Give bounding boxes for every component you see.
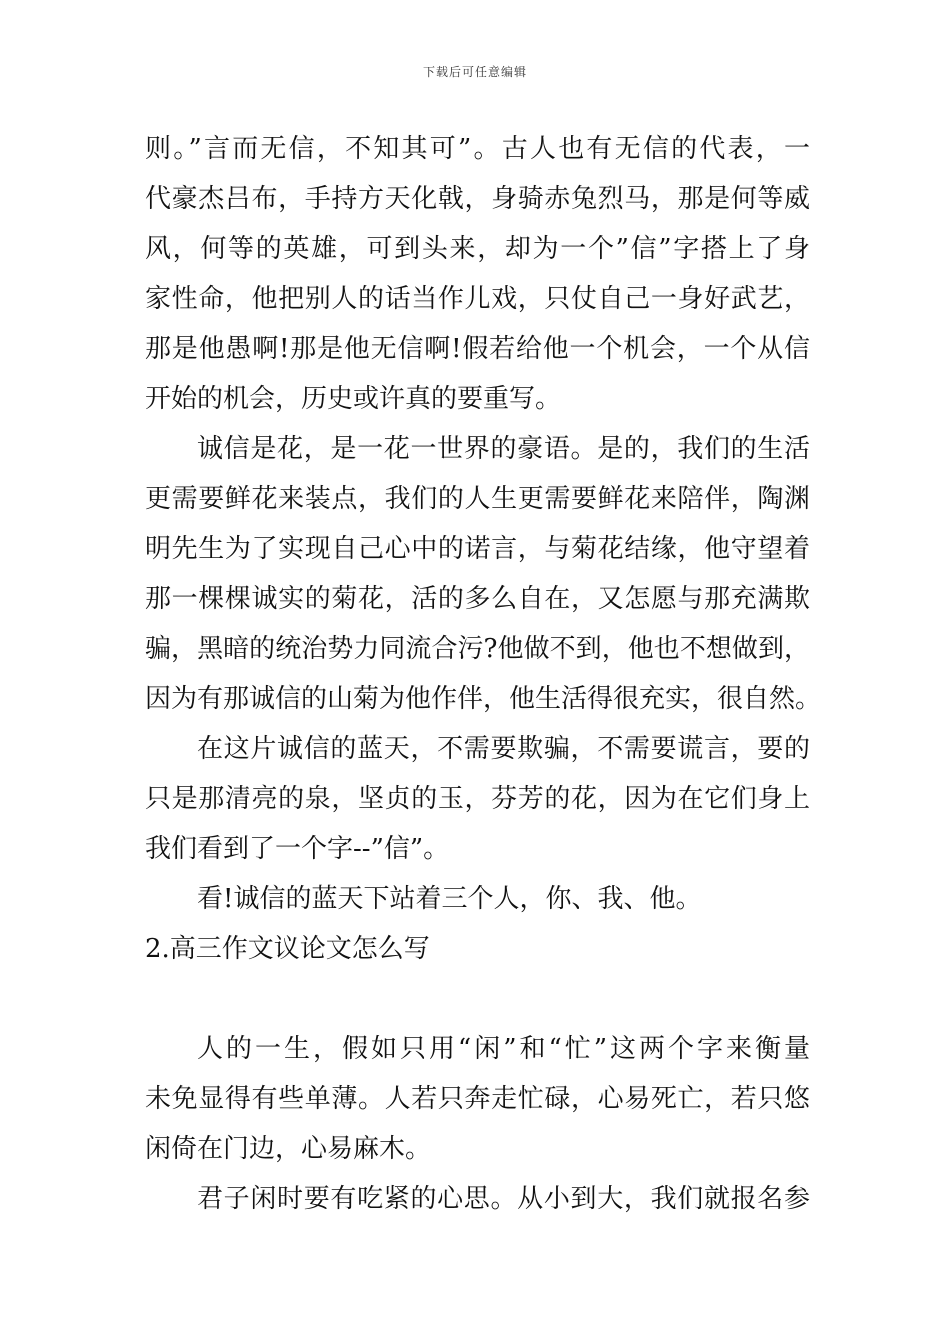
text-line: 那是他愚啊!那是他无信啊!假若给他一个机会，一个从信 xyxy=(145,334,810,364)
blank-line xyxy=(145,974,810,1024)
text-line: 人的一生，假如只用“闲”和“忙”这两个字来衡量 xyxy=(197,1034,810,1064)
text-line: 闲倚在门边，心易麻木。 xyxy=(145,1134,432,1164)
text-line: 骗，黑暗的统治势力同流合污?他做不到，他也不想做到， xyxy=(145,634,810,664)
paragraph xyxy=(145,124,810,424)
text-line: 未免显得有些单薄。人若只奔走忙碌，心易死亡，若只悠 xyxy=(145,1084,810,1114)
paragraph xyxy=(145,424,822,724)
text-line: 诚信是花，是一花一世界的豪语。是的，我们的生活 xyxy=(197,434,810,464)
text-line: 君子闲时要有吃紧的心思。从小到大，我们就报名参 xyxy=(197,1184,810,1214)
text-line: 开始的机会，历史或许真的要重写。 xyxy=(145,384,562,414)
text-line: 则。”言而无信，不知其可”。古人也有无信的代表，一 xyxy=(145,134,810,164)
paragraph xyxy=(145,724,810,874)
text-line: 因为有那诚信的山菊为他作伴，他生活得很充实，很自然。 xyxy=(145,684,822,714)
text-line: 那一棵棵诚实的菊花，活的多么自在，又怎愿与那充满欺 xyxy=(145,584,810,614)
paragraph xyxy=(145,1174,810,1224)
section-title: 2.高三作文议论文怎么写 xyxy=(145,934,430,964)
page-header: 下载后可任意编辑 xyxy=(422,65,527,79)
text-line: 代豪杰吕布，手持方天化戟，身骑赤兔烈马，那是何等威 xyxy=(145,184,810,214)
text-line: 更需要鲜花来装点，我们的人生更需要鲜花来陪伴，陶渊 xyxy=(145,484,810,514)
text-line: 我们看到了一个字--”信”。 xyxy=(145,834,450,864)
text-line: 家性命，他把别人的话当作儿戏，只仗自己一身好武艺， xyxy=(145,284,810,314)
text-line: 明先生为了实现自己心中的诺言，与菊花结缘，他守望着 xyxy=(145,534,810,564)
text-line: 看!诚信的蓝天下站着三个人，你、我、他。 xyxy=(197,884,702,914)
text-line: 只是那清亮的泉，坚贞的玉，芬芳的花，因为在它们身上 xyxy=(145,784,810,814)
text-line: 风，何等的英雄，可到头来，却为一个”信”字搭上了身 xyxy=(145,234,810,264)
section-heading xyxy=(145,924,810,974)
text-line: 在这片诚信的蓝天，不需要欺骗，不需要谎言，要的 xyxy=(197,734,810,764)
paragraph xyxy=(145,1024,810,1174)
document-body xyxy=(145,124,822,1224)
paragraph xyxy=(145,874,810,924)
